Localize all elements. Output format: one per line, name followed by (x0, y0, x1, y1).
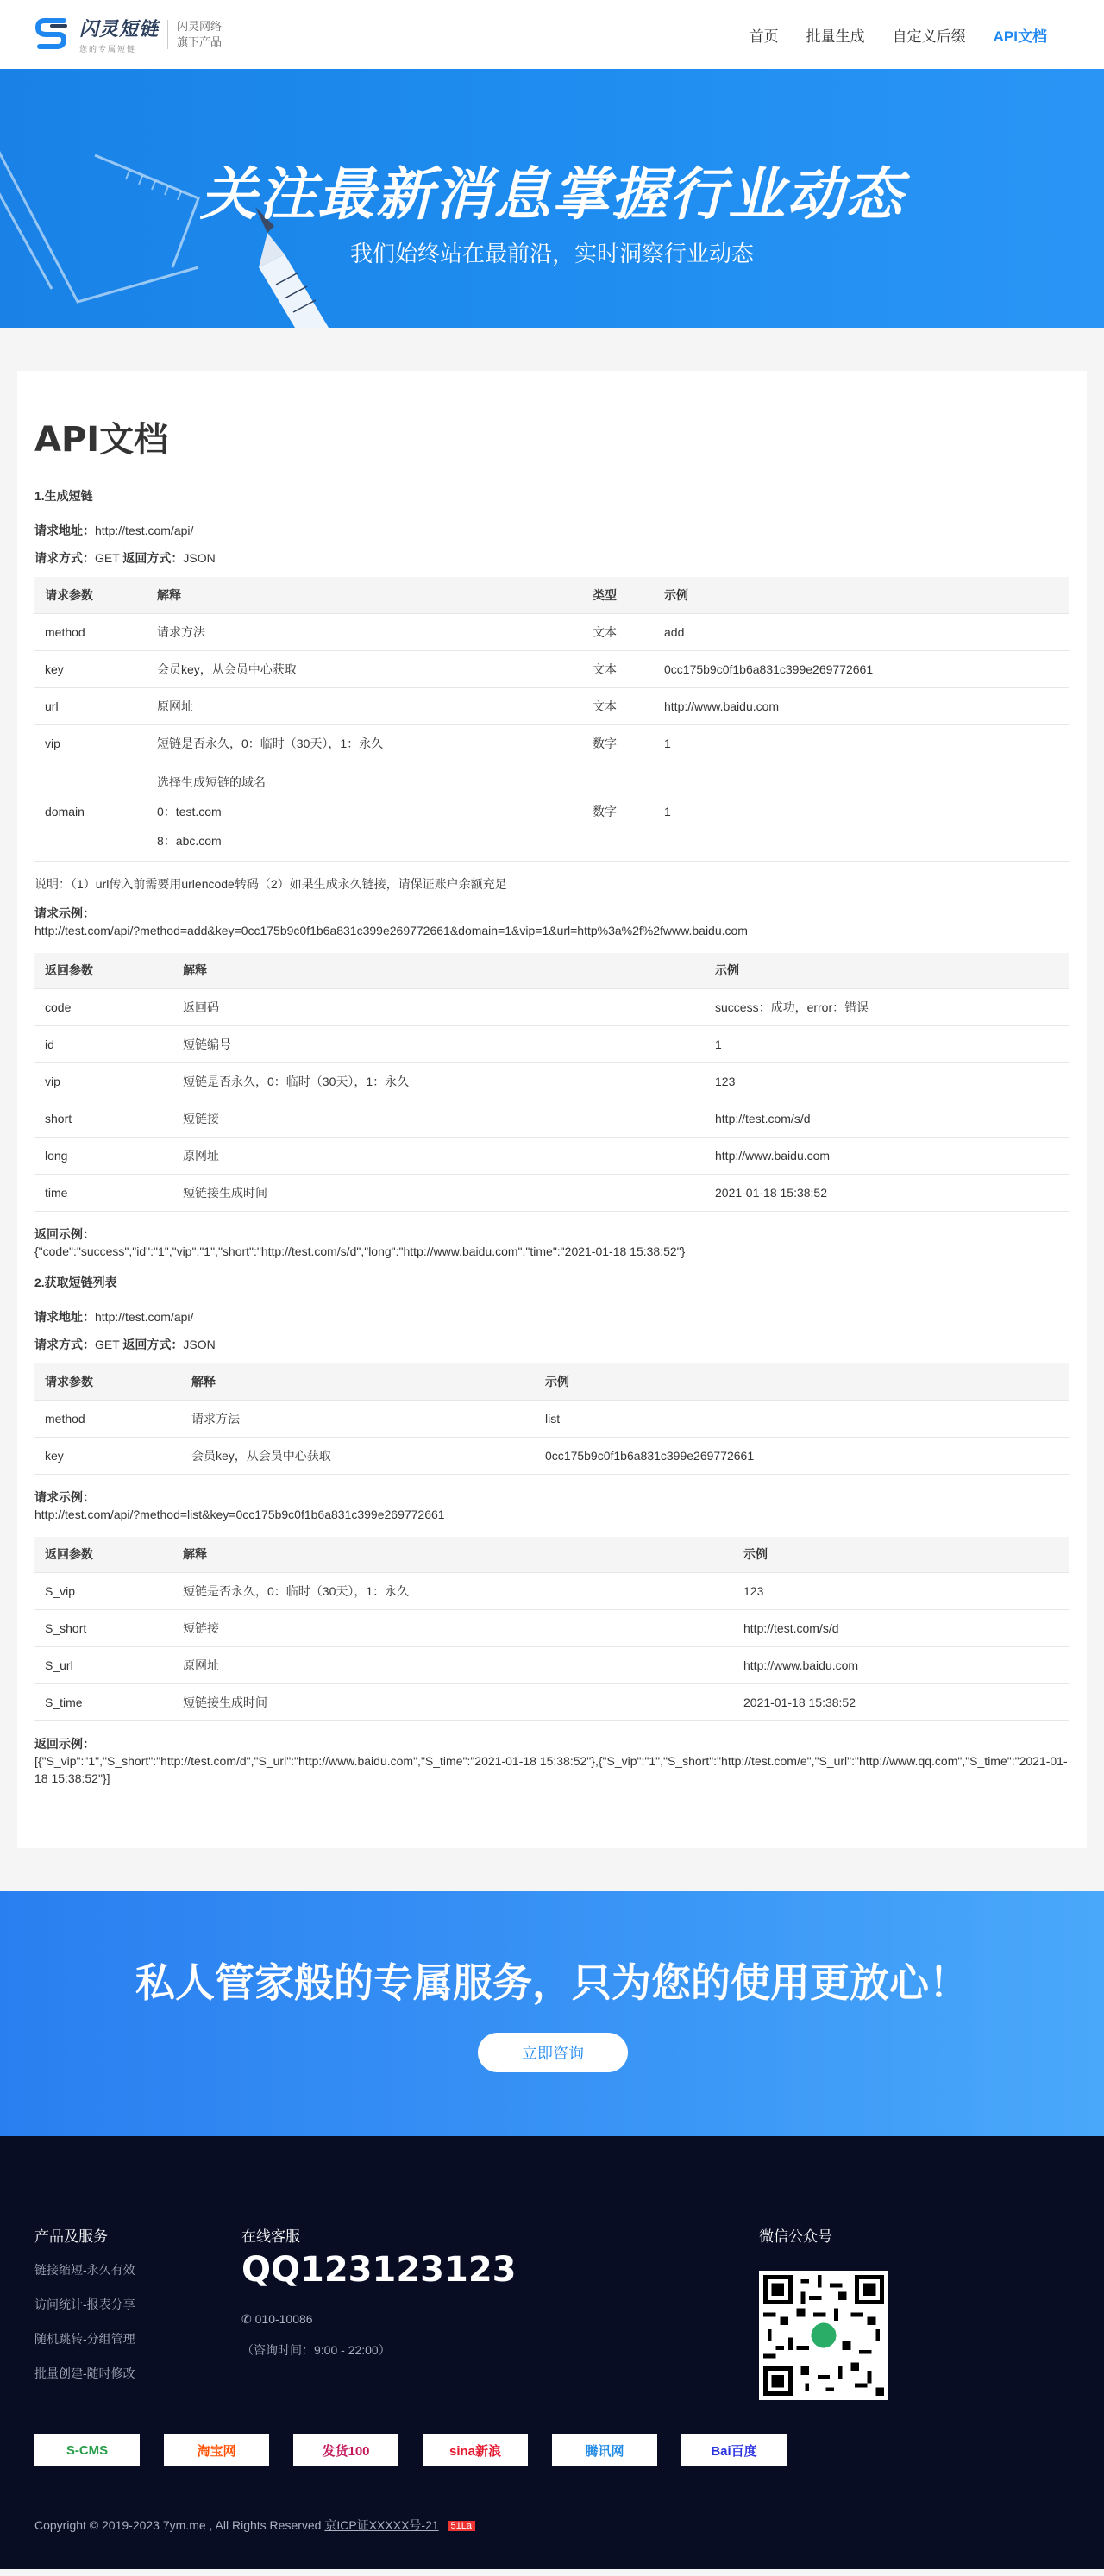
cta-section (0, 1891, 1104, 2136)
cta-title: 私人管家般的专属服务，只为您的使用更放心！ (135, 1959, 969, 2006)
footer-phone: ✆ 010-10086 (242, 2312, 313, 2326)
table-row: code 返回码 success：成功，error：错误 (34, 989, 1070, 1026)
wechat-qr-code (759, 2271, 888, 2400)
banner-title: 关注最新消息掌握行业动态 (200, 161, 904, 228)
s2-request-url: 请求地址：http://test.com/api/ (34, 1310, 194, 1324)
partner-logos (34, 2434, 811, 2466)
s1-response-example: 返回示例： {"code":"success","id":"1","vip":"1","short":"http://test.com/s/d","long":"http://www.baidu.com","time":"2021-01-18 15:38:52"} (34, 1227, 686, 1258)
s1-note: 说明：（1）url传入前需要用urlencode转码（2）如果生成永久链接，请保证账户余额充足 (34, 876, 507, 891)
table-row: S_time 短链接生成时间 2021-01-18 15:38:52 (34, 1684, 1070, 1721)
content-wrap (0, 328, 1104, 1891)
table-header-row: 返回参数 解释 示例 (34, 1537, 1070, 1573)
s2-request-params-table (34, 1363, 1070, 1475)
consult-now-button[interactable]: 立即咨询 (478, 2033, 628, 2072)
s1-request-method: 请求方式：GET 返回方式：JSON (34, 551, 216, 565)
main-nav (722, 0, 1047, 69)
s1-request-url: 请求地址：http://test.com/api/ (34, 523, 194, 537)
table-row: key 会员key，从会员中心获取 0cc175b9c0f1b6a831c399e269772661 (34, 1437, 1070, 1474)
partner-logo[interactable]: S-CMS (34, 2434, 140, 2466)
partner-logo[interactable]: sina新浪 (423, 2434, 528, 2466)
table-row: S_vip 短链是否永久，0：临时（30天），1：永久 123 (34, 1573, 1070, 1610)
logo-name: 闪灵短链 (79, 18, 160, 40)
footer-qq-number[interactable]: QQ123123123 (242, 2250, 517, 2290)
table-row: long 原网址 http://www.baidu.com (34, 1138, 1070, 1175)
copyright: Copyright © 2019-2023 7ym.me , All Rights Reserved 京ICP证XXXXX号-21 51La (34, 2516, 475, 2534)
section-list-title: 2.获取短链列表 (34, 1275, 117, 1289)
site-header (0, 0, 1104, 69)
footer-link[interactable]: 访问统计-报表分享 (34, 2297, 135, 2311)
nav-home[interactable]: 首页 (749, 28, 779, 45)
nav-batch[interactable]: 批量生成 (806, 28, 865, 45)
site-footer (0, 2136, 1104, 2569)
partner-logo[interactable]: 发货100 (293, 2434, 398, 2466)
hero-banner (0, 69, 1104, 328)
table-row-domain: domain 选择生成短链的域名 0：test.com 8：abc.com 数字 1 (34, 762, 1070, 861)
logo-divider (167, 20, 168, 49)
api-doc-card (17, 371, 1087, 1848)
s1-request-example: 请求示例： http://test.com/api/?method=add&key=0cc175b9c0f1b6a831c399e269772661&domain=1&vip=1&url=http%3a%2f%2fwww.baidu.com (34, 906, 748, 937)
footer-hours: （咨询时间：9:00 - 22:00） (242, 2343, 391, 2357)
footer-products-title: 产品及服务 (34, 2228, 108, 2245)
logo-sub-product: 旗下产品 (177, 35, 223, 48)
logo-slogan: 您的专属短链 (79, 45, 137, 53)
footer-link[interactable]: 随机跳转-分组管理 (34, 2332, 135, 2346)
footer-wechat-title: 微信公众号 (759, 2228, 832, 2245)
table-row: S_url 原网址 http://www.baidu.com (34, 1647, 1070, 1684)
s1-response-params-table (34, 953, 1070, 1213)
table-row: key 会员key，从会员中心获取 文本 0cc175b9c0f1b6a831c399e269772661 (34, 650, 1070, 687)
footer-product-links (34, 2261, 135, 2399)
stats-badge[interactable]: 51La (448, 2521, 475, 2531)
footer-link[interactable]: 链接缩短-永久有效 (34, 2263, 135, 2277)
icp-link[interactable]: 京ICP证XXXXX号-21 (324, 2518, 439, 2532)
s2-request-example: 请求示例： http://test.com/api/?method=list&key=0cc175b9c0f1b6a831c399e269772661 (34, 1489, 445, 1521)
section-create-title: 1.生成短链 (34, 489, 93, 503)
footer-link[interactable]: 批量创建-随时修改 (34, 2366, 135, 2380)
table-row: method 请求方法 list (34, 1400, 1070, 1437)
s2-request-method: 请求方式：GET 返回方式：JSON (34, 1338, 216, 1351)
partner-logo[interactable]: Bai百度 (681, 2434, 787, 2466)
table-row: time 短链接生成时间 2021-01-18 15:38:52 (34, 1175, 1070, 1212)
partner-logo[interactable]: 腾讯网 (552, 2434, 657, 2466)
s2-response-example: 返回示例： [{"S_vip":"1","S_short":"http://test.com/d","S_url":"http://www.baidu.com","S_time":"2021-01-18 15:38:52"},{"S_vip":"1","S_short":"http://test.com/e","S_url":"http://www.qq.com","S_time":"2021-01-18 15:38:52"}] (34, 1737, 1068, 1785)
s1-request-params-table (34, 577, 1070, 862)
table-row: short 短链接 http://test.com/s/d (34, 1100, 1070, 1138)
banner-subtitle: 我们始终站在最前沿，实时洞察行业动态 (349, 241, 754, 266)
table-row: method 请求方法 文本 add (34, 613, 1070, 650)
table-row: vip 短链是否永久，0：临时（30天），1：永久 123 (34, 1063, 1070, 1100)
nav-api-docs[interactable]: API文档 (993, 28, 1047, 45)
table-row: id 短链编号 1 (34, 1026, 1070, 1063)
logo-sub-company: 闪灵网络 (177, 20, 223, 33)
table-header-row: 请求参数 解释 类型 示例 (34, 577, 1070, 613)
table-header-row: 返回参数 解释 示例 (34, 953, 1070, 989)
doc-title: API文档 (34, 420, 169, 460)
table-header-row: 请求参数 解释 示例 (34, 1363, 1070, 1400)
logo-s-icon (34, 16, 72, 53)
partner-logo[interactable]: 淘宝网 (164, 2434, 269, 2466)
logo[interactable] (34, 15, 222, 54)
table-row: url 原网址 文本 http://www.baidu.com (34, 687, 1070, 724)
phone-icon: ✆ (242, 2312, 252, 2326)
table-row: vip 短链是否永久，0：临时（30天），1：永久 数字 1 (34, 724, 1070, 762)
nav-custom-suffix[interactable]: 自定义后缀 (892, 28, 966, 45)
footer-service-title: 在线客服 (242, 2228, 300, 2245)
s2-response-params-table (34, 1537, 1070, 1722)
table-row: S_short 短链接 http://test.com/s/d (34, 1610, 1070, 1647)
